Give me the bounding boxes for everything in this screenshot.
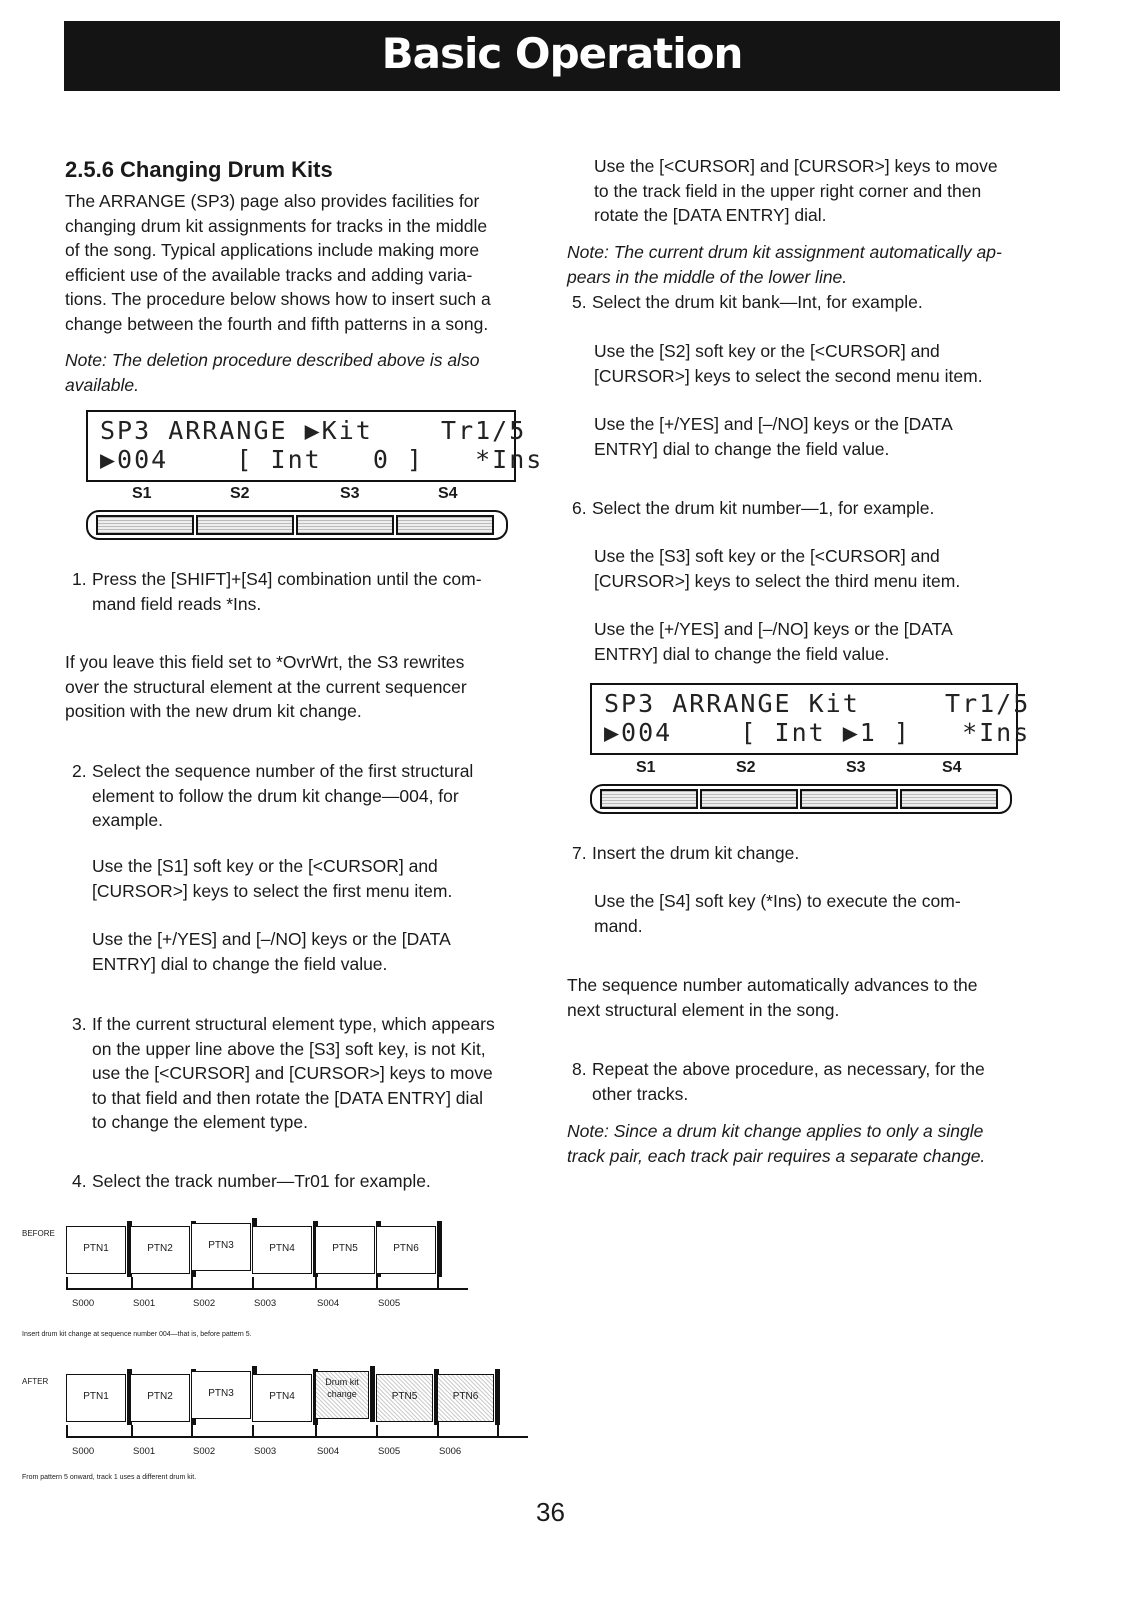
para-line: position with the new drum kit change. (65, 701, 362, 721)
intro-line: tions. The procedure below shows how to insert such a (65, 289, 491, 309)
instr-line: [CURSOR>] keys to select the second menu item. (594, 365, 983, 386)
step-line: other tracks. (592, 1083, 689, 1104)
para-line: to the track field in the upper right corner and then (594, 180, 982, 201)
softkey-label-s3: S3 (846, 759, 866, 776)
instr-line: [CURSOR>] keys to select the first menu item. (92, 880, 453, 901)
pattern-box (191, 1223, 251, 1271)
before-label: BEFORE (22, 1229, 55, 1238)
timeline-tick (437, 1425, 439, 1437)
step-number: 2. (72, 761, 87, 781)
instr-line: [CURSOR>] keys to select the third menu item. (594, 570, 961, 591)
softkey-label-s2: S2 (230, 485, 250, 502)
lcd-line-2: ▶004 [ Int 0 ] *Ins (100, 445, 544, 474)
lcd-line-2: ▶004 [ Int ▶1 ] *Ins (604, 718, 1031, 747)
step-6-instruction-2 (594, 617, 953, 666)
step-line: element to follow the drum kit change—004, for (92, 785, 459, 806)
pattern-label: PTN2 (147, 1243, 173, 1254)
instr-line: Use the [S3] soft key or the [<CURSOR] and (594, 546, 940, 566)
pattern-box (66, 1226, 126, 1274)
instr-line: ENTRY] dial to change the field value. (594, 438, 890, 459)
para-line: If you leave this field set to *OvrWrt, the S3 rewrites (65, 652, 465, 672)
pattern-box (130, 1226, 190, 1274)
step-line: Select the drum kit bank—Int, for example. (592, 292, 923, 312)
softkey-label-s2: S2 (736, 759, 756, 776)
step-3 (72, 1012, 542, 1136)
note-line: available. (65, 374, 139, 395)
softkey-s2-button[interactable] (196, 515, 294, 535)
step-number: 4. (72, 1171, 87, 1191)
timeline-tick (252, 1277, 254, 1289)
step-1 (72, 567, 542, 617)
softkey-bar-1 (86, 510, 508, 540)
para-line: The sequence number automatically advances to the (567, 975, 978, 995)
softkey-bar-2 (590, 784, 1012, 814)
pattern-label: PTN1 (83, 1391, 109, 1402)
pattern-label: PTN3 (208, 1240, 234, 1251)
pattern-label: PTN3 (208, 1388, 234, 1399)
step-4 (72, 1169, 542, 1194)
step-5 (572, 290, 1062, 315)
seq-label: S005 (378, 1298, 401, 1309)
section-title: 2.5.6 Changing Drum Kits (65, 157, 333, 182)
seq-label: S006 (439, 1446, 462, 1457)
step-2 (72, 759, 542, 834)
note-drum-kit-assignment (567, 240, 1002, 289)
pattern-label: PTN5 (332, 1243, 358, 1254)
pattern-box (191, 1371, 251, 1419)
drum-kit-change-box (315, 1371, 369, 1419)
seq-label: S002 (193, 1446, 216, 1457)
step-line: to that field and then rotate the [DATA ENTRY] dial (92, 1087, 484, 1108)
step-number: 7. (572, 843, 587, 863)
seq-label: S002 (193, 1298, 216, 1309)
step-number: 3. (72, 1014, 87, 1034)
timeline-tick (376, 1425, 378, 1437)
softkey-labels-2 (590, 759, 1014, 779)
step-2-instruction-2 (92, 927, 451, 976)
softkey-labels-1 (86, 485, 512, 505)
step-line: example. (92, 810, 164, 830)
step-line: Select the sequence number of the first structural (92, 761, 474, 781)
step-number: 8. (572, 1059, 587, 1079)
lcd-display-1 (86, 410, 544, 482)
step-7 (572, 841, 1062, 866)
page-header-title: Basic Operation (381, 29, 743, 78)
pattern-box (66, 1374, 126, 1422)
pattern-box (252, 1226, 312, 1274)
instr-line: Use the [S2] soft key or the [<CURSOR] and (594, 341, 940, 361)
seq-label: S001 (133, 1298, 156, 1309)
instr-line: Use the [+/YES] and [–/NO] keys or the [DATA (594, 414, 953, 434)
softkey-s3-button[interactable] (800, 789, 898, 809)
para-line: rotate the [DATA ENTRY] dial. (594, 205, 827, 225)
timeline-tick (131, 1425, 133, 1437)
pattern-box (252, 1374, 312, 1422)
pattern-label: PTN4 (269, 1391, 295, 1402)
note-line: Note: The current drum kit assignment automatically ap- (567, 242, 1002, 262)
diagram-caption-insert: Insert drum kit change at sequence number 004—that is, before pattern 5. (22, 1331, 252, 1338)
instr-line: Use the [+/YES] and [–/NO] keys or the [DATA (92, 929, 451, 949)
step-number: 6. (572, 498, 587, 518)
instr-line: Use the [S4] soft key (*Ins) to execute the com- (594, 891, 961, 911)
seq-label: S005 (378, 1446, 401, 1457)
seq-label: S004 (317, 1298, 340, 1309)
lcd-line-1: SP3 ARRANGE Kit Tr1/5 (604, 689, 1031, 718)
instr-line: Use the [+/YES] and [–/NO] keys or the [DATA (594, 619, 953, 639)
timeline-tick (376, 1277, 378, 1289)
timeline-tick (315, 1425, 317, 1437)
step-7-instruction (594, 889, 961, 938)
seq-label: S003 (254, 1446, 277, 1457)
pattern-label: PTN1 (83, 1243, 109, 1254)
softkey-label-s3: S3 (340, 485, 360, 502)
intro-line: efficient use of the available tracks and adding varia- (65, 264, 473, 285)
para-line: over the structural element at the current sequencer (65, 676, 467, 697)
seq-label: S000 (72, 1298, 95, 1309)
pattern-label: PTN6 (393, 1243, 419, 1254)
note-line: pears in the middle of the lower line. (567, 266, 848, 287)
softkey-label-s4: S4 (438, 485, 458, 502)
note-line: track pair, each track pair requires a separate change. (567, 1145, 986, 1166)
step-number: 1. (72, 569, 87, 589)
step-6 (572, 496, 1062, 521)
timeline-tick (437, 1277, 439, 1289)
right-paragraph-1 (594, 154, 998, 228)
pattern-label: PTN5 (391, 1391, 418, 1402)
step-5-instruction-1 (594, 339, 983, 388)
lcd-display-2 (590, 683, 1031, 755)
note-line: Note: The deletion procedure described above is also (65, 350, 480, 370)
after-label: AFTER (22, 1377, 49, 1386)
timeline-tick (191, 1277, 193, 1289)
softkey-s1-button[interactable] (96, 515, 194, 535)
step-line: Select the track number—Tr01 for example. (92, 1171, 431, 1191)
instr-line: ENTRY] dial to change the field value. (594, 643, 890, 664)
step-5-instruction-2 (594, 412, 953, 461)
seq-label: S000 (72, 1446, 95, 1457)
pattern-label: PTN4 (269, 1243, 295, 1254)
instr-line: mand. (594, 915, 643, 936)
step-line: use the [<CURSOR] and [CURSOR>] keys to move (92, 1063, 493, 1083)
softkey-label-s1: S1 (132, 485, 152, 502)
timeline-tick (131, 1277, 133, 1289)
softkey-s3-button[interactable] (296, 515, 394, 535)
pattern-label: PTN6 (452, 1391, 479, 1402)
pattern-label: Drum kit change (325, 1377, 359, 1399)
note-track-pair (567, 1119, 985, 1168)
step-line: Press the [SHIFT]+[S4] combination until the com- (92, 569, 482, 589)
instr-line: ENTRY] dial to change the field value. (92, 953, 388, 974)
softkey-s4-button[interactable] (900, 789, 998, 809)
timeline-tick (191, 1425, 193, 1437)
intro-line: The ARRANGE (SP3) page also provides facilities for (65, 191, 480, 211)
timeline-axis (66, 1288, 468, 1290)
step-line: Repeat the above procedure, as necessary, for the (592, 1059, 985, 1079)
timeline-tick (497, 1425, 499, 1437)
step-line: on the upper line above the [S3] soft key, is not Kit, (92, 1038, 486, 1059)
step-number: 5. (572, 292, 587, 312)
step-line: Insert the drum kit change. (592, 843, 800, 863)
instr-line: Use the [S1] soft key or the [<CURSOR] and (92, 856, 438, 876)
step-8 (572, 1057, 1062, 1107)
seq-label: S001 (133, 1446, 156, 1457)
pattern-label: PTN2 (147, 1391, 173, 1402)
para-line: Use the [<CURSOR] and [CURSOR>] keys to move (594, 156, 998, 176)
pattern-box (376, 1374, 433, 1422)
pattern-box (130, 1374, 190, 1422)
note-line: Note: Since a drum kit change applies to only a single (567, 1121, 984, 1141)
softkey-s1-button[interactable] (600, 789, 698, 809)
page-number: 36 (536, 1497, 565, 1527)
seq-label: S003 (254, 1298, 277, 1309)
pattern-box (315, 1226, 375, 1274)
step-line: Select the drum kit number—1, for example. (592, 498, 935, 518)
softkey-label-s1: S1 (636, 759, 656, 776)
intro-line: changing drum kit assignments for tracks in the middle (65, 215, 488, 236)
para-line: next structural element in the song. (567, 999, 840, 1020)
lcd-line-1: SP3 ARRANGE ▶Kit Tr1/5 (100, 416, 527, 445)
pattern-box (437, 1374, 494, 1422)
diagram-caption-result: From pattern 5 onward, track 1 uses a different drum kit. (22, 1474, 197, 1481)
intro-paragraph (65, 189, 491, 336)
softkey-s2-button[interactable] (700, 789, 798, 809)
step-6-instruction-1 (594, 544, 960, 593)
seq-label: S004 (317, 1446, 340, 1457)
step-2-instruction-1 (92, 854, 452, 903)
intro-line: change between the fourth and fifth patterns in a song. (65, 313, 489, 334)
step-line: mand field reads *Ins. (92, 593, 262, 614)
timeline-tick (66, 1425, 68, 1437)
advance-paragraph (567, 973, 978, 1022)
pattern-box (376, 1226, 436, 1274)
step-line: If the current structural element type, which appears (92, 1014, 495, 1034)
timeline-tick (315, 1277, 317, 1289)
note-deletion (65, 348, 479, 397)
ovrwrt-paragraph (65, 650, 467, 724)
softkey-s4-button[interactable] (396, 515, 494, 535)
intro-line: of the song. Typical applications include making more (65, 240, 480, 260)
timeline-tick (252, 1425, 254, 1437)
step-line: to change the element type. (92, 1112, 308, 1132)
timeline-tick (66, 1277, 68, 1289)
page-header (64, 21, 1060, 91)
softkey-label-s4: S4 (942, 759, 962, 776)
timeline-axis (66, 1436, 528, 1438)
